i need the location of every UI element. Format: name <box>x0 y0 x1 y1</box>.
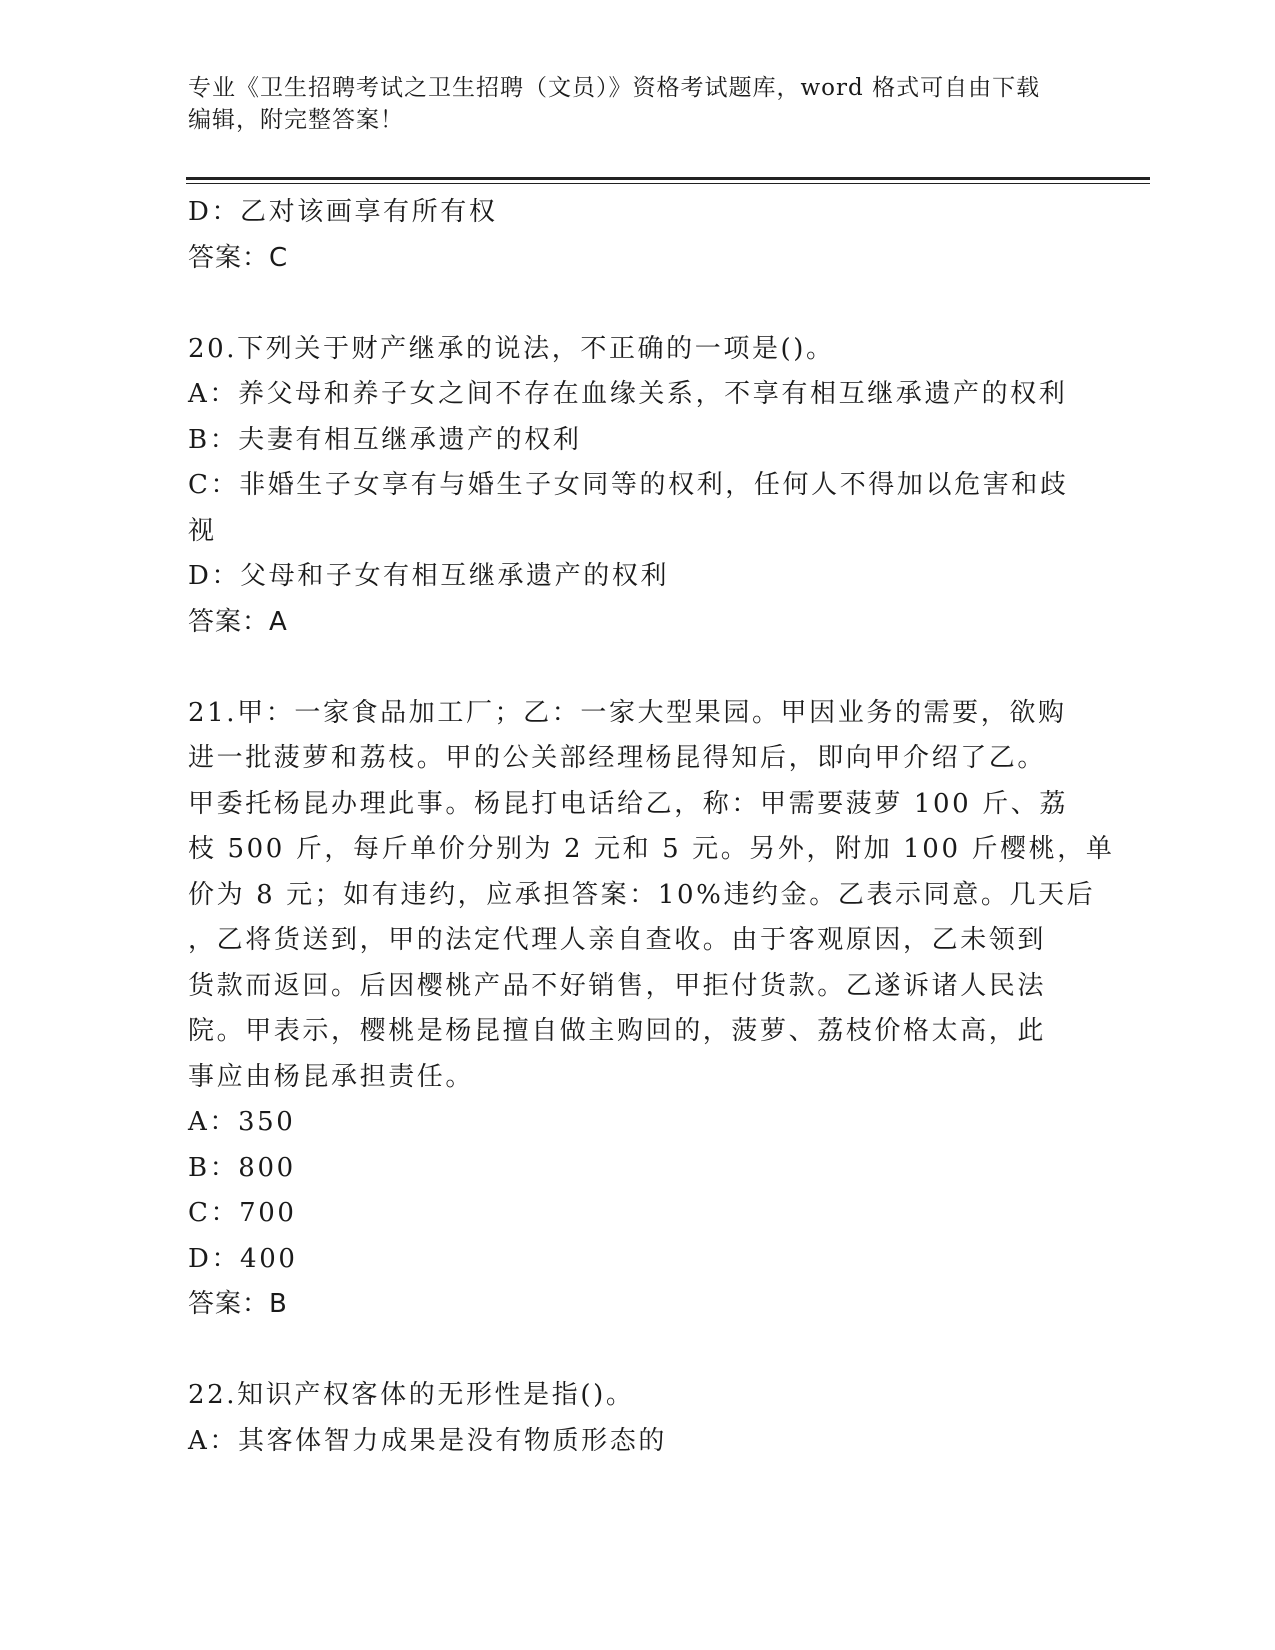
header-line-1: 专业《卫生招聘考试之卫生招聘（文员）》资格考试题库，word 格式可自由下载 <box>188 75 1041 101</box>
prev-answer: 答案：C <box>188 242 289 273</box>
header-divider-thin <box>186 183 1150 184</box>
question-21-stem-line: 21.甲：一家食品加工厂；乙：一家大型果园。甲因业务的需要，欲购 <box>188 697 1067 728</box>
question-22-option-a: A：其客体智力成果是没有物质形态的 <box>188 1425 667 1456</box>
question-20 <box>188 327 1088 646</box>
question-20-option-b: B：夫妻有相互继承遗产的权利 <box>188 424 582 455</box>
question-20-option-d: D：父母和子女有相互继承遗产的权利 <box>188 561 670 591</box>
spacer <box>188 281 1088 327</box>
question-21-stem-line: 价为 8 元；如有违约，应承担答案：10%违约金。乙表示同意。几天后 <box>188 879 1096 910</box>
spacer <box>188 645 1088 691</box>
question-content <box>188 190 1115 1464</box>
spacer <box>188 1328 1088 1374</box>
question-21-option-a: A：350 <box>188 1107 296 1137</box>
question-20-option-c-line-1: C：非婚生子女享有与婚生子女同等的权利，任何人不得加以危害和歧 <box>188 470 1069 500</box>
question-20-option-c-line-2: 视 <box>188 515 217 546</box>
question-21-option-c: C：700 <box>188 1198 297 1228</box>
question-21 <box>188 691 1115 1328</box>
question-20-option-a: A：养父母和养子女之间不存在血缘关系，不享有相互继承遗产的权利 <box>188 379 1068 409</box>
question-21-stem-line: 甲委托杨昆办理此事。杨昆打电话给乙，称：甲需要菠萝 100 斤、荔 <box>188 788 1068 819</box>
question-21-answer: 答案：B <box>188 1289 288 1319</box>
question-21-stem-line: 货款而返回。后因樱桃产品不好销售，甲拒付货款。乙遂诉诸人民法 <box>188 970 1047 1001</box>
question-20-stem: 20.下列关于财产继承的说法，不正确的一项是()。 <box>188 333 835 364</box>
question-21-stem-line: 事应由杨昆承担责任。 <box>188 1061 475 1092</box>
prev-option-d: D：乙对该画享有所有权 <box>188 197 498 227</box>
question-21-stem-line: ，乙将货送到，甲的法定代理人亲自查收。由于客观原因，乙未领到 <box>188 925 1047 955</box>
question-21-stem-line: 枝 500 斤，每斤单价分别为 2 元和 5 元。另外，附加 100 斤樱桃，单 <box>188 834 1115 864</box>
question-21-stem-line: 进一批菠萝和荔枝。甲的公关部经理杨昆得知后，即向甲介绍了乙。 <box>188 743 1047 773</box>
question-22 <box>188 1373 1088 1464</box>
question-21-option-b: B：800 <box>188 1152 296 1183</box>
question-21-stem-line: 院。甲表示，樱桃是杨昆擅自做主购回的，菠萝、荔枝价格太高，此 <box>188 1016 1047 1046</box>
page-header <box>188 72 1068 136</box>
header-divider-thick <box>186 177 1150 180</box>
question-22-stem: 22.知识产权客体的无形性是指()。 <box>188 1380 635 1410</box>
header-line-2: 编辑，附完整答案！ <box>188 107 404 133</box>
question-20-answer: 答案：A <box>188 606 288 637</box>
question-21-option-d: D：400 <box>188 1243 298 1274</box>
